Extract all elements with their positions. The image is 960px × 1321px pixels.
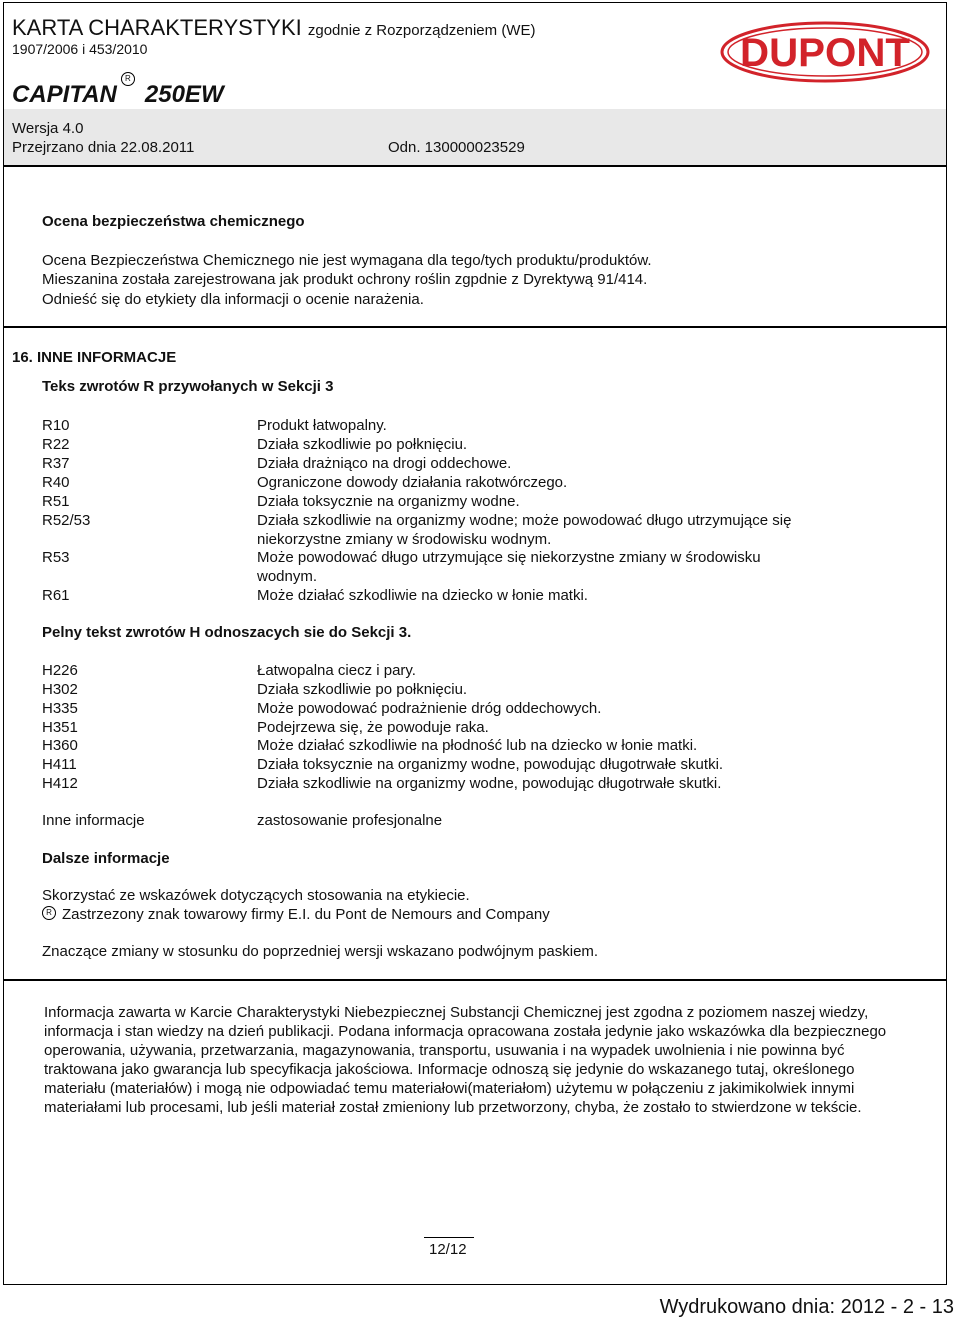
other-info-label: Inne informacje [42,812,145,829]
h-code: H360 [42,737,78,754]
registered-mark-icon: R [42,906,56,920]
section-16-heading: 16. INNE INFORMACJE [12,349,177,366]
r-code: R37 [42,455,70,472]
r-code: R10 [42,417,70,434]
product-name [12,74,224,109]
h-code: H351 [42,719,78,736]
r-phrases-heading: Teks zwrotów R przywołanych w Sekcji 3 [42,378,334,395]
revision-date: Przejrzano dnia 22.08.2011 [12,139,195,156]
r-text: Działa drażniąco na drogi oddechowe. [257,455,512,472]
version: Wersja 4.0 [12,120,84,137]
header-info-band [4,109,946,165]
section-divider [4,326,946,328]
page-number: 12/12 [429,1241,467,1258]
product-name-suffix: 250EW [144,81,224,108]
dupont-logo [720,21,930,88]
title-main: KARTA CHARAKTERYSTYKI [12,15,302,40]
h-text: Działa szkodliwie na organizmy wodne, powodując długotrwałe skutki. [257,775,722,792]
h-code: H335 [42,700,78,717]
title-sub: zgodnie z Rozporządzeniem (WE) [307,22,536,39]
document-page [3,2,947,1285]
h-code: H226 [42,662,78,679]
h-text: Może działać szkodliwie na płodność lub na dziecko w łonie matki. [257,737,698,754]
product-name-main: CAPITAN [12,81,117,108]
r-text: Może powodować długo utrzymujące się niekorzystne zmiany w środowisku [257,549,761,566]
further-info-line: Skorzystać ze wskazówek dotyczących stosowania na etykiecie. [42,887,470,904]
disclaimer-divider [4,979,946,981]
r-text: Ograniczone dowody działania rakotwórczego. [257,474,568,491]
h-text: Działa szkodliwie po połknięciu. [257,681,468,698]
r-text: wodnym. [257,568,318,585]
h-text: Podejrzewa się, że powoduje raka. [257,719,489,736]
r-text: niekorzystne zmiany w środowisku wodnym. [257,531,552,548]
changes-note: Znaczące zmiany w stosunku do poprzedniej wersji wskazano podwójnym paskiem. [42,943,599,960]
r-code: R53 [42,549,70,566]
r-text: Produkt łatwopalny. [257,417,387,434]
header-divider [4,165,946,167]
further-info-heading: Dalsze informacje [42,850,170,867]
h-text: Może powodować podrażnienie dróg oddechowych. [257,700,602,717]
document-title [12,15,535,41]
r-code: R61 [42,587,70,604]
safety-assessment-line: Mieszanina została zarejestrowana jak produkt ochrony roślin zgpdnie z Dyrektywą 91/414. [42,271,648,288]
h-phrases-heading: Pelny tekst zwrotów H odnoszacych sie do Sekcji 3. [42,624,412,641]
disclaimer-text: Informacja zawarta w Karcie Charakterystyki Niebezpiecznej Substancji Chemicznej jest zgodna z poziomem naszej wiedzy, informacja i stan wiedzy na dzień publikacji. Podana informacja opracowana została jedynie jako wskazówka dla bezpiecznego operowania, używania, przetwarzania, magazynowania, transportu, usuwania i na wypadek uwolnienia i nie powinna być traktowana jako gwarancja lub specyfikacja jakościowa. Informacje odnoszą się jedynie do wskazanego tutaj, określonego materiału (materiałów) i mogą nie odpowiadać temu materiałowi(materiałom) użytemu w połączeniu z jakimikolwiek innymi materiałami lub procesami, lub jeśli materiał został zmieniony lub przetworzony, chyba, że zostało to stwierdzone w tekście. [44,1004,887,1116]
h-code: H302 [42,681,78,698]
r-code: R22 [42,436,70,453]
r-code: R40 [42,474,70,491]
trademark-text: Zastrzezony znak towarowy firmy E.I. du Pont de Nemours and Company [62,906,550,923]
dupont-logo-text: DUPONT [740,31,910,75]
r-text: Działa szkodliwie na organizmy wodne; może powodować długo utrzymujące się [257,512,792,529]
printed-date: Wydrukowano dnia: 2012 - 2 - 13 [659,1296,954,1318]
r-code: R51 [42,493,70,510]
trademark-line [42,906,550,923]
r-text: Działa szkodliwie po połknięciu. [257,436,468,453]
h-text: Działa toksycznie na organizmy wodne, powodując długotrwałe skutki. [257,756,724,773]
safety-assessment-line: Ocena Bezpieczeństwa Chemicznego nie jest wymagana dla tego/tych produktu/produktów. [42,252,652,269]
r-text: Działa toksycznie na organizmy wodne. [257,493,520,510]
h-code: H411 [42,756,77,773]
r-code: R52/53 [42,512,91,529]
safety-assessment-line: Odnieść się do etykiety dla informacji o ocenie narażenia. [42,291,424,308]
order-number: Odn. 130000023529 [388,139,525,156]
h-code: H412 [42,775,78,792]
page-number-rule [424,1237,474,1238]
registered-mark-icon: R [121,72,135,86]
r-text: Może działać szkodliwie na dziecko w łonie matki. [257,587,588,604]
safety-assessment-heading: Ocena bezpieczeństwa chemicznego [42,213,305,230]
h-text: Łatwopalna ciecz i pary. [257,662,416,679]
regulation-number: 1907/2006 i 453/2010 [12,41,148,57]
other-info-value: zastosowanie profesjonalne [257,812,443,829]
